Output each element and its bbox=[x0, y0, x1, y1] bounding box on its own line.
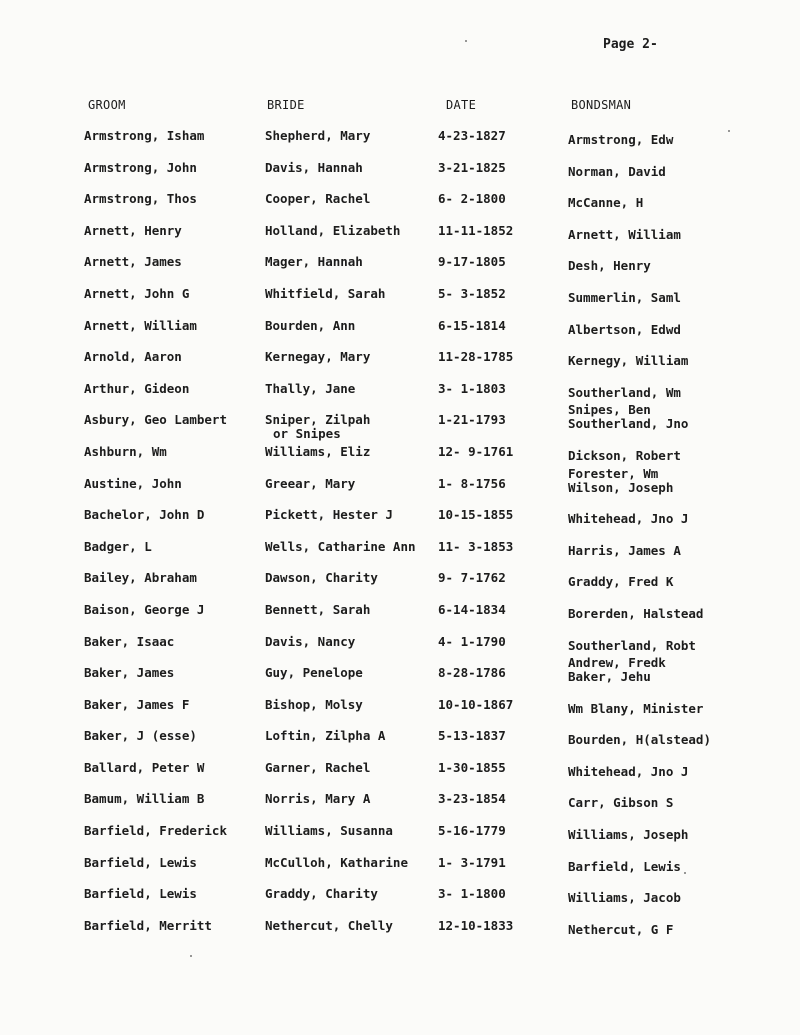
bondsman-cell bbox=[568, 449, 681, 463]
bondsman-cell bbox=[568, 386, 681, 400]
bondsman-name: Albertson, Edwd bbox=[568, 321, 681, 337]
groom-cell: Baker, J (esse) bbox=[84, 728, 197, 744]
date-cell: 5-16-1779 bbox=[438, 823, 506, 839]
bondsman-cell bbox=[568, 860, 681, 874]
date-cell: 4- 1-1790 bbox=[438, 633, 506, 649]
bondsman-name: Williams, Jacob bbox=[568, 890, 681, 906]
bondsman-name: Norman, David bbox=[568, 163, 666, 179]
groom-cell: Ballard, Peter W bbox=[84, 759, 205, 775]
bondsman-name: Whitehead, Jno J bbox=[568, 511, 689, 527]
bondsman-name: Southerland, Wm bbox=[568, 384, 681, 400]
date-cell: 9-17-1805 bbox=[438, 254, 506, 270]
groom-cell: Armstrong, Thos bbox=[84, 191, 197, 207]
bride-name: Cooper, Rachel bbox=[265, 191, 371, 207]
date-cell: 11-28-1785 bbox=[438, 349, 514, 365]
groom-cell: Baker, James bbox=[84, 665, 175, 681]
bride-name: Shepherd, Mary bbox=[265, 128, 371, 143]
date-cell: 6- 2-1800 bbox=[438, 191, 506, 207]
bondsman-cell bbox=[568, 133, 673, 147]
bride-name: Holland, Elizabeth bbox=[265, 222, 401, 238]
table-row bbox=[0, 348, 800, 380]
groom-cell: Ashburn, Wm bbox=[84, 443, 167, 459]
bondsman-name: Bourden, H(alstead) bbox=[568, 732, 711, 748]
header-bride: BRIDE bbox=[267, 98, 305, 112]
groom-cell: Barfield, Lewis bbox=[84, 886, 197, 902]
bride-cell bbox=[265, 508, 393, 522]
date-cell: 3- 1-1800 bbox=[438, 886, 506, 902]
table-row bbox=[0, 885, 800, 917]
bride-cell bbox=[265, 413, 370, 441]
table-row bbox=[0, 222, 800, 254]
bride-name: Sniper, Zilpah bbox=[265, 412, 371, 428]
bondsman-name: Williams, Joseph bbox=[568, 827, 689, 843]
bride-cell bbox=[265, 571, 378, 585]
header-bondsman: BONDSMAN bbox=[571, 98, 632, 112]
bride-name: Bourden, Ann bbox=[265, 317, 356, 333]
groom-cell: Armstrong, John bbox=[84, 159, 197, 175]
bride-cell bbox=[265, 856, 408, 870]
table-row bbox=[0, 506, 800, 538]
date-cell: 5- 3-1852 bbox=[438, 285, 506, 301]
table-row bbox=[0, 917, 800, 949]
table-row bbox=[0, 285, 800, 317]
bride-name: Davis, Hannah bbox=[265, 159, 363, 175]
paper-speck bbox=[190, 955, 192, 957]
bride-cell bbox=[265, 287, 385, 301]
groom-cell: Barfield, Lewis bbox=[84, 854, 197, 870]
bride-name: Greear, Mary bbox=[265, 475, 356, 491]
header-groom: GROOM bbox=[88, 98, 126, 112]
bondsman-name: Dickson, Robert bbox=[568, 447, 681, 463]
groom-cell: Barfield, Merritt bbox=[84, 917, 212, 933]
bride-cell bbox=[265, 445, 370, 459]
groom-cell: Bachelor, John D bbox=[84, 507, 205, 523]
bondsman-cell bbox=[568, 639, 696, 653]
bride-name: McCulloh, Katharine bbox=[265, 854, 408, 870]
bondsman-name: Forester, Wm bbox=[568, 465, 659, 481]
table-row bbox=[0, 569, 800, 601]
bride-name: Williams, Eliz bbox=[265, 443, 371, 459]
date-cell: 3- 1-1803 bbox=[438, 380, 506, 396]
date-cell: 1-21-1793 bbox=[438, 412, 506, 428]
bondsman-cell bbox=[568, 891, 681, 905]
bondsman-name: Graddy, Fred K bbox=[568, 574, 674, 590]
bondsman-name: Snipes, Ben bbox=[568, 402, 651, 418]
groom-cell: Arnett, William bbox=[84, 317, 197, 333]
bondsman-cell bbox=[568, 656, 666, 684]
groom-cell: Arnett, Henry bbox=[84, 222, 182, 238]
bondsman-cell bbox=[568, 291, 681, 305]
header-date: DATE bbox=[446, 98, 477, 112]
page-number: Page 2- bbox=[603, 37, 658, 52]
table-row bbox=[0, 253, 800, 285]
groom-cell: Bailey, Abraham bbox=[84, 570, 197, 586]
table-row bbox=[0, 601, 800, 633]
bride-name: Graddy, Charity bbox=[265, 886, 378, 902]
bride-cell bbox=[265, 887, 378, 901]
bondsman-name: Harris, James A bbox=[568, 542, 681, 558]
groom-cell: Asbury, Geo Lambert bbox=[84, 412, 227, 428]
bride-name: Dawson, Charity bbox=[265, 570, 378, 586]
paper-speck bbox=[684, 872, 686, 874]
bondsman-name: Whitehead, Jno J bbox=[568, 763, 689, 779]
paper-speck bbox=[728, 130, 730, 132]
date-cell: 12-10-1833 bbox=[438, 917, 514, 933]
groom-cell: Arthur, Gideon bbox=[84, 380, 190, 396]
bondsman-name: Kernegy, William bbox=[568, 353, 689, 369]
bride-cell bbox=[265, 540, 416, 554]
bondsman-name: Summerlin, Saml bbox=[568, 289, 681, 305]
bondsman-cell bbox=[568, 923, 673, 937]
groom-cell: Baison, George J bbox=[84, 601, 205, 617]
bondsman-cell bbox=[568, 512, 688, 526]
bride-name: Bishop, Molsy bbox=[265, 696, 363, 712]
bondsman-name: Carr, Gibson S bbox=[568, 795, 674, 811]
date-cell: 1-30-1855 bbox=[438, 759, 506, 775]
table-row bbox=[0, 696, 800, 728]
bondsman-cell bbox=[568, 575, 673, 589]
groom-cell: Arnett, John G bbox=[84, 285, 190, 301]
bride-cell bbox=[265, 761, 370, 775]
bondsman-name: Barfield, Lewis bbox=[568, 858, 681, 874]
date-cell: 11- 3-1853 bbox=[438, 538, 514, 554]
table-row bbox=[0, 822, 800, 854]
bride-name: Nethercut, Chelly bbox=[265, 917, 393, 933]
groom-cell: Baker, Isaac bbox=[84, 633, 175, 649]
date-cell: 10-15-1855 bbox=[438, 507, 514, 523]
bride-cell bbox=[265, 824, 393, 838]
table-row bbox=[0, 633, 800, 665]
bondsman-second-name: Wilson, Joseph bbox=[568, 479, 674, 495]
bride-cell bbox=[265, 666, 363, 680]
bride-name: Wells, Catharine Ann bbox=[265, 538, 416, 554]
bondsman-cell bbox=[568, 765, 688, 779]
bride-name: Kernegay, Mary bbox=[265, 349, 371, 365]
bondsman-cell bbox=[568, 403, 688, 431]
table-row bbox=[0, 727, 800, 759]
table-row bbox=[0, 127, 800, 159]
date-cell: 1- 3-1791 bbox=[438, 854, 506, 870]
bondsman-name: Desh, Henry bbox=[568, 258, 651, 274]
groom-cell: Arnold, Aaron bbox=[84, 349, 182, 365]
bride-name: Williams, Susanna bbox=[265, 823, 393, 839]
bondsman-cell bbox=[568, 733, 711, 747]
table-row bbox=[0, 317, 800, 349]
bondsman-cell bbox=[568, 228, 681, 242]
date-cell: 6-14-1834 bbox=[438, 601, 506, 617]
bride-name: Guy, Penelope bbox=[265, 665, 363, 681]
table-row bbox=[0, 402, 800, 443]
date-cell: 12- 9-1761 bbox=[438, 443, 514, 459]
table-row bbox=[0, 190, 800, 222]
table-row bbox=[0, 854, 800, 886]
bondsman-cell bbox=[568, 544, 681, 558]
bride-name: Bennett, Sarah bbox=[265, 601, 371, 617]
bondsman-cell bbox=[568, 607, 703, 621]
date-cell: 5-13-1837 bbox=[438, 728, 506, 744]
bride-name: Davis, Nancy bbox=[265, 633, 356, 649]
bondsman-cell bbox=[568, 165, 666, 179]
bondsman-name: Southerland, Robt bbox=[568, 637, 696, 653]
groom-cell: Barfield, Frederick bbox=[84, 823, 227, 839]
date-cell: 9- 7-1762 bbox=[438, 570, 506, 586]
bondsman-name: Wm Blany, Minister bbox=[568, 700, 704, 716]
bride-cell bbox=[265, 192, 370, 206]
groom-cell: Baker, James F bbox=[84, 696, 190, 712]
bondsman-cell bbox=[568, 467, 673, 495]
bride-cell bbox=[265, 319, 355, 333]
date-cell: 8-28-1786 bbox=[438, 665, 506, 681]
bride-cell bbox=[265, 129, 370, 143]
bride-cell bbox=[265, 224, 400, 238]
bondsman-name: Borerden, Halstead bbox=[568, 605, 704, 621]
table-row bbox=[0, 538, 800, 570]
table-row bbox=[0, 790, 800, 822]
bride-name: Garner, Rachel bbox=[265, 759, 371, 775]
bride-cell bbox=[265, 350, 370, 364]
bride-alt-name: or Snipes bbox=[273, 426, 341, 442]
bondsman-cell bbox=[568, 323, 681, 337]
groom-cell: Bamum, William B bbox=[84, 791, 205, 807]
bondsman-cell bbox=[568, 828, 688, 842]
date-cell: 10-10-1867 bbox=[438, 696, 514, 712]
bride-cell bbox=[265, 255, 363, 269]
bondsman-name: Nethercut, G F bbox=[568, 921, 674, 937]
date-cell: 6-15-1814 bbox=[438, 317, 506, 333]
table-row bbox=[0, 655, 800, 696]
bondsman-cell bbox=[568, 259, 651, 273]
table-row bbox=[0, 159, 800, 191]
table-row bbox=[0, 759, 800, 791]
bride-cell bbox=[265, 698, 363, 712]
date-cell: 3-21-1825 bbox=[438, 159, 506, 175]
groom-cell: Arnett, James bbox=[84, 254, 182, 270]
groom-cell: Austine, John bbox=[84, 475, 182, 491]
marriage-records-list bbox=[0, 127, 800, 948]
bride-cell bbox=[265, 792, 370, 806]
date-cell: 11-11-1852 bbox=[438, 222, 514, 238]
date-cell: 3-23-1854 bbox=[438, 791, 506, 807]
bondsman-second-name: Baker, Jehu bbox=[568, 669, 651, 685]
bride-name: Pickett, Hester J bbox=[265, 507, 393, 523]
bondsman-name: Andrew, Fredk bbox=[568, 655, 666, 671]
bride-cell bbox=[265, 635, 355, 649]
bride-cell bbox=[265, 477, 355, 491]
bride-name: Loftin, Zilpha A bbox=[265, 728, 386, 744]
date-cell: 1- 8-1756 bbox=[438, 475, 506, 491]
bondsman-cell bbox=[568, 702, 703, 716]
bondsman-name: Armstrong, Edw bbox=[568, 132, 674, 147]
table-row bbox=[0, 465, 800, 507]
bride-name: Thally, Jane bbox=[265, 380, 356, 396]
bondsman-name: McCanne, H bbox=[568, 195, 644, 211]
groom-cell: Badger, L bbox=[84, 538, 152, 554]
bondsman-cell bbox=[568, 196, 643, 210]
bride-cell bbox=[265, 382, 355, 396]
bride-name: Whitfield, Sarah bbox=[265, 285, 386, 301]
bondsman-cell bbox=[568, 796, 673, 810]
groom-cell: Armstrong, Isham bbox=[84, 128, 205, 143]
bride-name: Norris, Mary A bbox=[265, 791, 371, 807]
bride-cell bbox=[265, 729, 385, 743]
bride-cell bbox=[265, 161, 363, 175]
bondsman-cell bbox=[568, 354, 688, 368]
paper-speck bbox=[465, 40, 467, 42]
bride-cell bbox=[265, 603, 370, 617]
bondsman-name: Arnett, William bbox=[568, 226, 681, 242]
bride-cell bbox=[265, 919, 393, 933]
table-row bbox=[0, 443, 800, 475]
date-cell: 4-23-1827 bbox=[438, 128, 506, 143]
bondsman-second-name: Southerland, Jno bbox=[568, 416, 689, 432]
bride-name: Mager, Hannah bbox=[265, 254, 363, 270]
